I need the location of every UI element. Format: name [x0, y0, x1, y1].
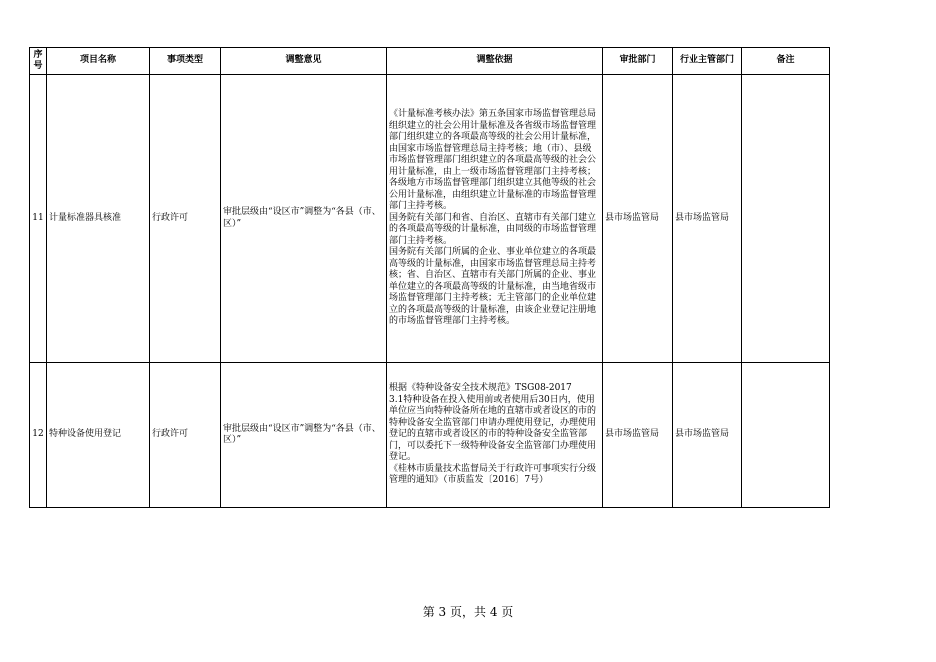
row-seq: 12	[30, 363, 47, 508]
row-dept: 县市场监管局	[603, 363, 673, 508]
header-name: 项目名称	[47, 48, 150, 75]
header-opinion: 调整意见	[221, 48, 387, 75]
row-basis	[387, 75, 603, 363]
row-name: 特种设备使用登记	[47, 363, 150, 508]
row-type: 行政许可	[150, 75, 221, 363]
basis-paragraph: 国务院有关部门所属的企业、事业单位建立的各项最高等级的计量标准，由国家市场监督管理总局主持考核；省、自治区、直辖市有关部门所属的企业、事业单位建立的各项最高等级的计量标准，由当地省级市场监督管理部门主持考核；无主管部门的企业单位建立的各项最高等级的计量标准，由该企业登记注册地的市场监督管理部门主持考核。	[389, 247, 597, 327]
header-industry: 行业主管部门	[673, 48, 742, 75]
row-type: 行政许可	[150, 363, 221, 508]
basis-paragraph: 《桂林市质量技术监督局关于行政许可事项实行分级管理的通知》（市质监发〔2016〕7号）	[389, 463, 597, 486]
row-industry: 县市场监管局	[673, 75, 742, 363]
header-basis: 调整依据	[387, 48, 603, 75]
page-footer: 第 3 页，共 4 页	[422, 605, 514, 619]
row-seq: 11	[30, 75, 47, 363]
row-opinion: 审批层级由“设区市”调整为“各县（市、区）”	[221, 363, 387, 508]
header-remark: 备注	[742, 48, 830, 75]
table-row	[30, 363, 830, 508]
header-seq: 序号	[30, 48, 47, 75]
row-name: 计量标准器具核准	[47, 75, 150, 363]
row-remark	[742, 75, 830, 363]
row-basis	[387, 363, 603, 508]
row-industry: 县市场监管局	[673, 363, 742, 508]
adjustment-table	[29, 47, 830, 508]
basis-paragraph: 国务院有关部门和省、自治区、直辖市有关部门建立的各项最高等级的计量标准，由同级的市场监督管理部门主持考核。	[389, 212, 597, 246]
header-type: 事项类型	[150, 48, 221, 75]
basis-paragraph: 根据《特种设备安全技术规范》TSG08-2017	[389, 383, 572, 394]
header-row	[30, 48, 830, 75]
table-row	[30, 75, 830, 363]
basis-paragraph: 《计量标准考核办法》第五条国家市场监督管理总局组织建立的社会公用计量标准及各省级市场监督管理部门组织建立的各项最高等级的社会公用计量标准，由国家市场监督管理总局主持考核；地（市）、县级市场监督管理部门组织建立的各项最高等级的社会公用计量标准，由上一级市场监督管理部门主持考核；各级地方市场监督管理部门组织建立其他等级的社会公用计量标准，由组织建立计量标准的市场监督管理部门主持考核。	[389, 109, 597, 212]
basis-paragraph: 3.1特种设备在投入使用前或者使用后30日内，使用单位应当向特种设备所在地的直辖市或者设区的市的特种设备安全监管部门申请办理使用登记，办理使用登记的直辖市或者设区的市的特种设备安全监管部门，可以委托下一级特种设备安全监管部门办理使用登记。	[389, 394, 597, 463]
row-opinion: 审批层级由“设区市”调整为“各县（市、区）”	[221, 75, 387, 363]
header-dept: 审批部门	[603, 48, 673, 75]
row-remark	[742, 363, 830, 508]
row-dept: 县市场监管局	[603, 75, 673, 363]
